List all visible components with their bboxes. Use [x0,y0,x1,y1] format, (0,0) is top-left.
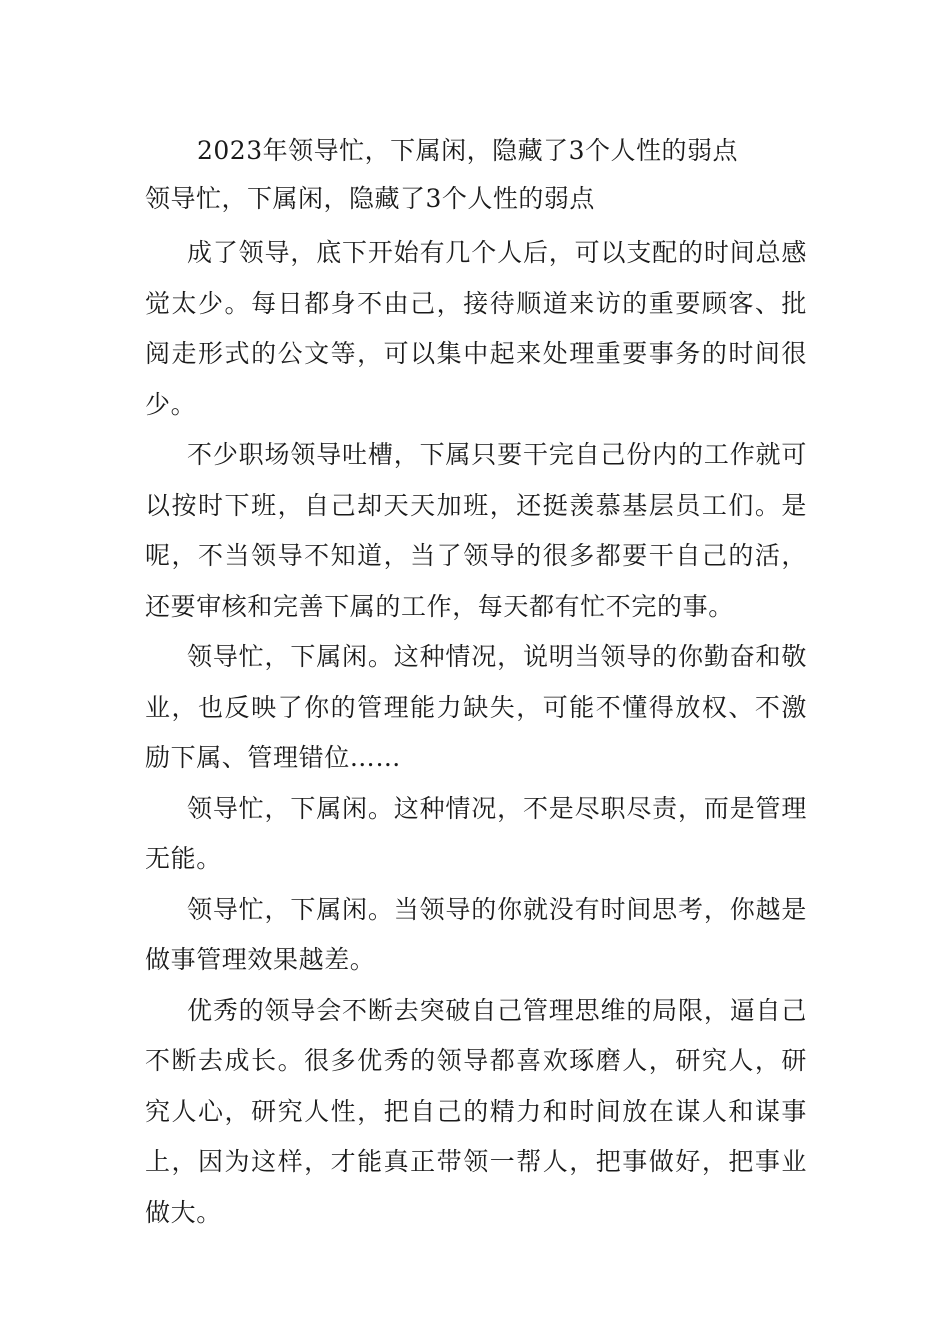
paragraph-5: 领导忙，下属闲。当领导的你就没有时间思考，你越是做事管理效果越差。 [145,894,807,974]
paragraph-4: 领导忙，下属闲。这种情况，不是尽职尽责，而是管理无能。 [145,793,807,873]
document-title: 2023年领导忙，下属闲，隐藏了3个人性的弱点 [197,136,739,165]
paragraph-6: 优秀的领导会不断去突破自己管理思维的局限，逼自己不断去成长。很多优秀的领导都喜欢琢磨人，研究人，研究人心，研究人性，把自己的精力和时间放在谋人和谋事上，因为这样，才能真正带领一帮人，把事做好，把事业做大。 [145,995,807,1227]
paragraph-2: 不少职场领导吐槽，下属只要干完自己份内的工作就可以按时下班，自己却天天加班，还挺羡慕基层员工们。是呢，不当领导不知道，当了领导的很多都要干自己的活，还要审核和完善下属的工作，每天都有忙不完的事。 [145,440,807,621]
document-body [145,228,807,1238]
document-subtitle: 领导忙，下属闲，隐藏了3个人性的弱点 [145,184,595,213]
paragraph-3: 领导忙，下属闲。这种情况，说明当领导的你勤奋和敬业，也反映了你的管理能力缺失，可能不懂得放权、不激励下属、管理错位…… [145,642,807,772]
paragraph-1: 成了领导，底下开始有几个人后，可以支配的时间总感觉太少。每日都身不由己，接待顺道来访的重要顾客、批阅走形式的公文等，可以集中起来处理重要事务的时间很少。 [145,238,807,419]
